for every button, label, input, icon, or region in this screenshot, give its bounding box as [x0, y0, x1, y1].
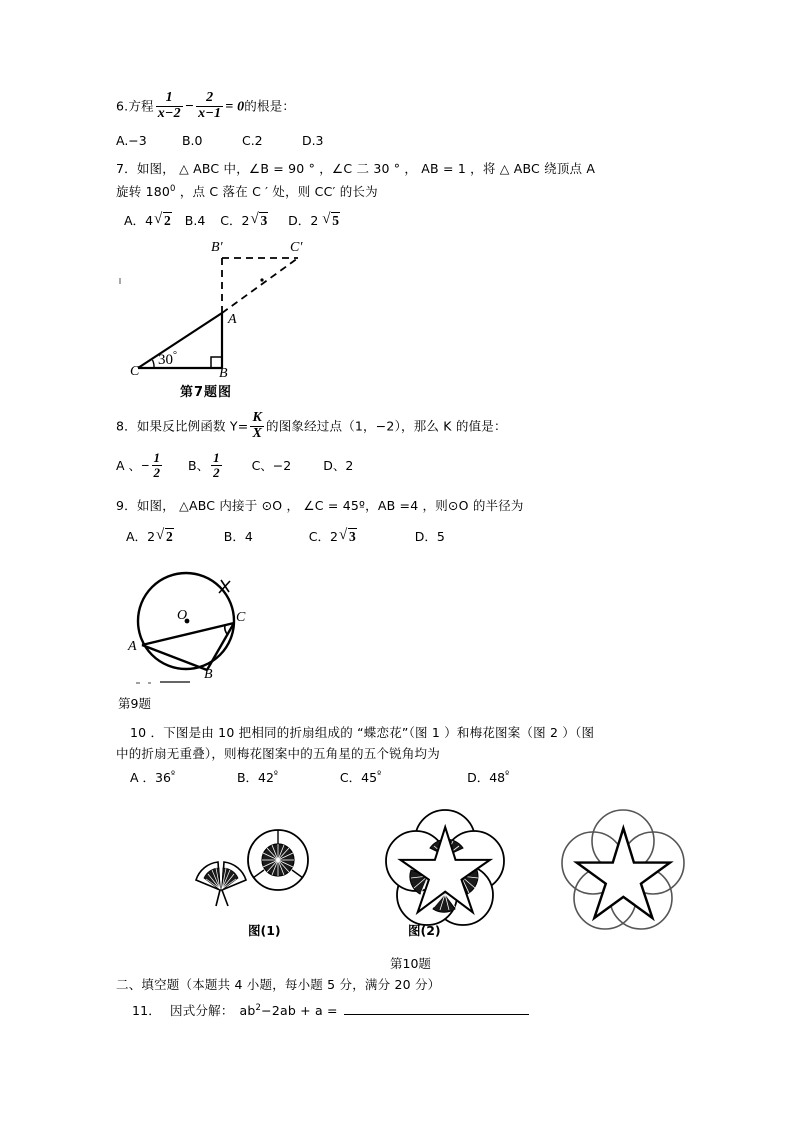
option-a[interactable] [130, 770, 175, 785]
figure-2-label: 图(2) [408, 923, 441, 938]
question-8-number: 8． [116, 418, 137, 434]
option-a-coefficient: 2 [147, 529, 156, 544]
question-10-figure-3 [560, 808, 686, 926]
option-c[interactable] [220, 213, 268, 228]
section-2-heading: 二、填空题（本题共 4 小题，每小题 5 分，满分 20 分） [116, 977, 441, 992]
butterfly-and-flower-diagram [190, 818, 320, 928]
angle-value: 30 [158, 352, 173, 368]
option-c-label: C． [308, 529, 330, 544]
option-b-label: B．42 [236, 770, 274, 785]
fraction-numerator: 1 [153, 450, 161, 465]
question-6-stem [116, 92, 295, 122]
vertex-label-C-prime: C′ [290, 240, 303, 255]
option-d-label: D．48 [467, 770, 506, 785]
question-9-figure [126, 562, 266, 688]
question-8-stem-prefix: 如果反比例函数 Y= [136, 418, 249, 434]
option-a-label: A ．36 [130, 770, 171, 785]
answer-blank[interactable] [344, 1002, 529, 1015]
triangle-rotation-diagram [118, 240, 328, 380]
plain-star-rosette-diagram [560, 808, 686, 926]
question-11-number: 11． [132, 1003, 162, 1019]
option-b[interactable] [237, 770, 278, 785]
sqrt-icon: √ 3 [250, 211, 268, 228]
question-6-fraction-1 [156, 91, 183, 121]
radicand: 5 [332, 213, 340, 228]
radicand: 3 [348, 529, 356, 544]
option-d[interactable] [288, 213, 340, 228]
five-pointed-star [577, 828, 670, 918]
question-10-line-1 [116, 722, 696, 743]
sqrt-icon: √ 2 [154, 211, 171, 228]
radicand: 3 [260, 213, 268, 228]
question-7-number: 7． [116, 161, 137, 176]
option-a-label: A． [124, 213, 146, 228]
question-7-stem [116, 158, 686, 202]
option-c[interactable]: C.2 [241, 133, 263, 148]
question-8-options [116, 452, 353, 480]
radicand: 2 [166, 529, 173, 544]
segment-CB [207, 623, 234, 670]
question-6-options [116, 133, 324, 148]
option-d-value: 5 [436, 529, 445, 544]
angle-arc-C [153, 360, 155, 368]
sqrt-icon: √ 2 [156, 527, 173, 544]
question-8-stem [116, 412, 507, 442]
degree-symbol: º [377, 769, 382, 780]
vertex-label-B: B [219, 366, 228, 381]
question-9-figure-caption: 第9题 [118, 696, 151, 711]
question-11-expression-b: −2ab + a = [261, 1003, 338, 1019]
question-10-options [130, 768, 509, 786]
question-7-figure [118, 240, 328, 380]
option-b-fraction [211, 451, 222, 479]
vertex-label-B: B [204, 667, 213, 682]
vertex-label-C: C [236, 610, 246, 625]
fraction-numerator: 2 [206, 90, 214, 105]
figure-1-label: 图(1) [248, 923, 281, 938]
butterfly-fan [196, 862, 246, 906]
question-10-text-2: 中的折扇无重叠），则梅花图案中的五角星的五个锐角均为 [116, 746, 440, 761]
option-b-value: 4 [244, 529, 253, 544]
question-10-figure-2 [385, 812, 505, 924]
plum-blossom-star-diagram [385, 812, 505, 924]
option-c[interactable] [340, 770, 381, 785]
question-9-options [126, 527, 445, 545]
option-c-label: C． [220, 213, 242, 228]
degree-superscript: 0 [170, 184, 176, 194]
interior-dot [260, 278, 263, 281]
option-a-label: A． [126, 529, 148, 544]
question-6-fraction-2 [196, 91, 223, 121]
degree-symbol: º [273, 769, 278, 780]
fraction-numerator: 1 [165, 90, 173, 105]
option-d-label: D． [288, 213, 311, 228]
option-b-value: 4 [197, 213, 206, 228]
fraction-denominator: X [252, 425, 262, 441]
option-b[interactable] [188, 450, 224, 480]
question-9-text: 如图， △ABC 内接于 ⊙O ， ∠C = 45º，AB =4 ，则⊙O 的半径为 [136, 498, 524, 513]
angle-measure-label [158, 350, 177, 369]
center-label-O: O [177, 608, 188, 623]
option-a-label: A 、 [116, 457, 142, 473]
minus-operator: − [184, 98, 195, 115]
vertex-label-C: C [130, 364, 140, 379]
circular-fan-flower [248, 830, 308, 890]
question-7-figure-caption: 第7题图 [180, 385, 233, 400]
option-c-coefficient: 2 [330, 529, 338, 544]
angle-mark-C [225, 625, 228, 635]
option-b-label: B、 [188, 457, 210, 473]
option-d-coefficient: 2 [310, 213, 319, 228]
fraction-numerator: K [252, 410, 262, 425]
question-7-line-2 [116, 179, 686, 202]
degree-symbol: º [505, 769, 510, 780]
option-a-sign: − [141, 458, 150, 474]
segment-CA [138, 313, 222, 368]
option-c-label: C．45 [339, 770, 378, 785]
question-7-options [124, 211, 340, 229]
option-a-fraction [152, 451, 163, 479]
question-9-stem [116, 496, 524, 516]
option-a[interactable] [116, 450, 164, 480]
question-6-number: 6. [116, 98, 129, 114]
question-7-text-2a: 旋转 180 [116, 184, 171, 200]
option-a[interactable]: A.−3 [116, 133, 147, 148]
vertex-label-A: A [128, 639, 137, 654]
option-a-coefficient: 4 [145, 213, 154, 228]
option-b[interactable]: B.0 [181, 133, 203, 148]
vertex-label-B-prime: B′ [211, 240, 223, 255]
question-11 [132, 998, 529, 1021]
fraction-denominator: x−1 [198, 105, 222, 121]
question-10-number: 10 ． [130, 725, 164, 740]
option-d-label: D． [414, 529, 437, 544]
sqrt-icon: √ 5 [322, 211, 340, 228]
question-10-line-2 [116, 743, 696, 764]
question-9-number: 9． [116, 498, 137, 513]
segment-AC [142, 623, 234, 645]
question-10-text-1: 下图是由 10 把相同的折扇组成的 “蝶恋花”（图 1 ）和梅花图案（图 2 ）（图 [163, 725, 595, 740]
fraction-denominator: 2 [153, 464, 161, 480]
option-b[interactable] [224, 529, 253, 544]
question-7-text-1: 如图， △ ABC 中，∠B = 90 ° ，∠C 二 30 ° ， AB = 1 ，将 △ ABC 绕顶点 A [136, 161, 596, 176]
question-10-figure-1 [190, 818, 320, 928]
question-8-stem-suffix: 的图象经过点（1，−2），那么 K 的值是： [266, 418, 507, 434]
fraction-numerator: 1 [213, 450, 220, 465]
option-d[interactable]: D.3 [301, 133, 324, 148]
option-a[interactable] [126, 529, 174, 544]
question-11-label: 因式分解： [170, 1003, 234, 1019]
degree-symbol: ° [173, 350, 177, 361]
degree-symbol: º [170, 769, 175, 780]
question-11-expression-a: ab [239, 1003, 256, 1019]
option-d[interactable]: D、2 [323, 457, 354, 473]
option-c[interactable]: C、−2 [251, 457, 292, 473]
option-a[interactable] [124, 213, 172, 228]
question-6-stem-prefix: 方程 [128, 98, 154, 114]
option-b-label: B. [184, 213, 198, 228]
option-b-label: B． [223, 529, 245, 544]
question-8-fraction [250, 411, 264, 441]
option-c-coefficient: 2 [241, 213, 250, 228]
question-7-text-2b: ，点 C 落在 C ′ 处，则 CC′ 的长为 [175, 184, 378, 200]
question-6-stem-suffix: 的根是： [244, 98, 296, 114]
segment-A-Cprime [222, 258, 298, 313]
equals-zero: = 0 [225, 99, 245, 115]
fraction-denominator: x−2 [157, 105, 181, 121]
radicand: 2 [164, 213, 171, 228]
vertex-label-A: A [228, 312, 237, 327]
sqrt-icon: √ 3 [338, 527, 356, 544]
question-7-line-1 [116, 158, 686, 179]
exponent-2: 2 [255, 1003, 262, 1013]
option-d[interactable] [415, 529, 445, 544]
fraction-denominator: 2 [213, 464, 220, 480]
option-d[interactable] [467, 770, 509, 785]
option-b[interactable] [185, 213, 206, 228]
question-10-stem [116, 722, 696, 764]
segment-AB [142, 645, 207, 670]
option-c[interactable] [309, 529, 357, 544]
question-10-figure-caption: 第10题 [390, 956, 431, 971]
